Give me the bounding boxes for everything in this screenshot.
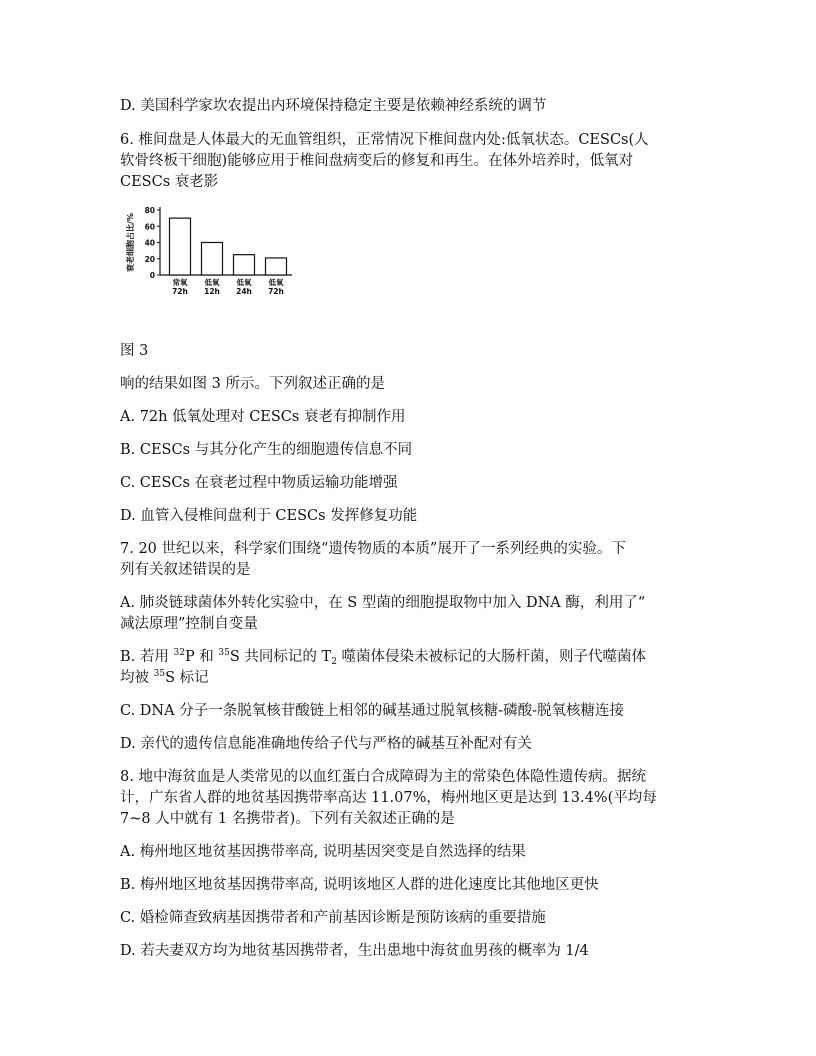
y-tick-label: 40	[144, 238, 155, 248]
q8-stem-line-2: 计，广东省人群的地贫基因携带率高达 11.07%，梅州地区更是达到 13.4%(平均每	[120, 790, 657, 806]
q6-stem-line-1: 6. 椎间盘是人体最大的无血管组织，正常情况下椎间盘内处:低氧状态。CESCs(人	[120, 132, 649, 148]
q8-stem-line-3: 7~8 人中就有 1 名携带者)。下列有关叙述正确的是	[120, 811, 455, 827]
x-tick-label-line-1: 常氧	[172, 278, 188, 287]
q7-stem-line-2: 列有关叙述错误的是	[120, 562, 251, 578]
x-tick-label-line-1: 低氧	[268, 278, 284, 287]
senescence-bar-chart	[120, 200, 310, 305]
y-tick-label: 0	[149, 271, 155, 280]
q6-stem-line-3: CESCs 衰老影	[120, 174, 219, 190]
bar	[170, 218, 191, 275]
q7-option-c: C. DNA 分子一条脱氧核苷酸链上相邻的碱基通过脱氧核糖-磷酸-脱氧核糖连接	[120, 703, 624, 719]
q6-option-a: A. 72h 低氧处理对 CESCs 衰老有抑制作用	[120, 409, 406, 425]
q6-option-d: D. 血管入侵椎间盘利于 CESCs 发挥修复功能	[120, 508, 418, 524]
q7-option-b-line-2: 均被 $^{35}$S 标记	[120, 669, 209, 686]
x-tick-label-line-2: 24h	[236, 287, 252, 296]
x-tick-label-line-1: 低氧	[204, 278, 220, 287]
y-axis-label	[125, 213, 135, 272]
q8-option-a: A. 梅州地区地贫基因携带率高, 说明基因突变是自然选择的结果	[120, 844, 526, 860]
x-tick-labels	[172, 277, 284, 296]
bar	[202, 243, 223, 276]
q8-option-d: D. 若夫妻双方均为地贫基因携带者，生出患地中海贫血男孩的概率为 1/4	[120, 943, 589, 959]
q7-option-a-line-1: A. 肺炎链球菌体外转化实验中，在 S 型菌的细胞提取物中加入 DNA 酶，利用了“	[120, 595, 646, 611]
y-ticks	[145, 206, 160, 280]
bar	[234, 255, 255, 275]
q8-stem-line-1: 8. 地中海贫血是人类常见的以血红蛋白合成障碍为主的常染色体隐性遗传病。据统	[120, 769, 646, 785]
q6-option-b: B. CESCs 与其分化产生的细胞遗传信息不同	[120, 442, 413, 458]
q7-option-a-line-2: 减法原理”控制自变量	[120, 616, 258, 632]
q8-option-c: C. 婚检筛查致病基因携带者和产前基因诊断是预防该病的重要措施	[120, 910, 546, 926]
y-tick-label: 60	[144, 222, 155, 232]
figure-caption: 图 3	[120, 343, 149, 359]
x-tick-label-line-1: 低氧	[236, 278, 252, 287]
q6-option-c: C. CESCs 在衰老过程中物质运输功能增强	[120, 475, 398, 491]
bars	[170, 218, 287, 275]
bar	[266, 258, 287, 275]
y-axis-title: 衰老细胞占比/%	[126, 213, 135, 272]
y-tick-label: 20	[144, 254, 155, 264]
x-tick-label-line-2: 72h	[172, 287, 188, 296]
q7-option-d: D. 亲代的遗传信息能准确地传给子代与严格的碱基互补配对有关	[120, 736, 532, 752]
x-tick-label-line-2: 12h	[204, 287, 220, 296]
q6-stem-line-2: 软骨终板干细胞)能够应用于椎间盘病变后的修复和再生。在体外培养时，低氧对	[120, 153, 634, 169]
q7-stem-line-1: 7. 20 世纪以来，科学家们围绕“遗传物质的本质”展开了一系列经典的实验。下	[120, 541, 626, 557]
y-tick-label: 80	[144, 206, 155, 215]
q7-option-b-line-1: B. 若用 $^{32}$P 和 $^{35}$S 共同标记的 $T_2$ 噬菌体侵染未被标记的大肠杆菌，则子代噬菌体	[120, 648, 647, 667]
x-tick-label-line-2: 72h	[268, 287, 284, 296]
q5-option-d: D. 美国科学家坎农提出内环境保持稳定主要是依赖神经系统的调节	[120, 98, 547, 114]
q6-stem-line-4: 响的结果如图 3 所示。下列叙述正确的是	[120, 376, 385, 392]
q8-option-b: B. 梅州地区地贫基因携带率高, 说明该地区人群的进化速度比其他地区更快	[120, 877, 599, 893]
